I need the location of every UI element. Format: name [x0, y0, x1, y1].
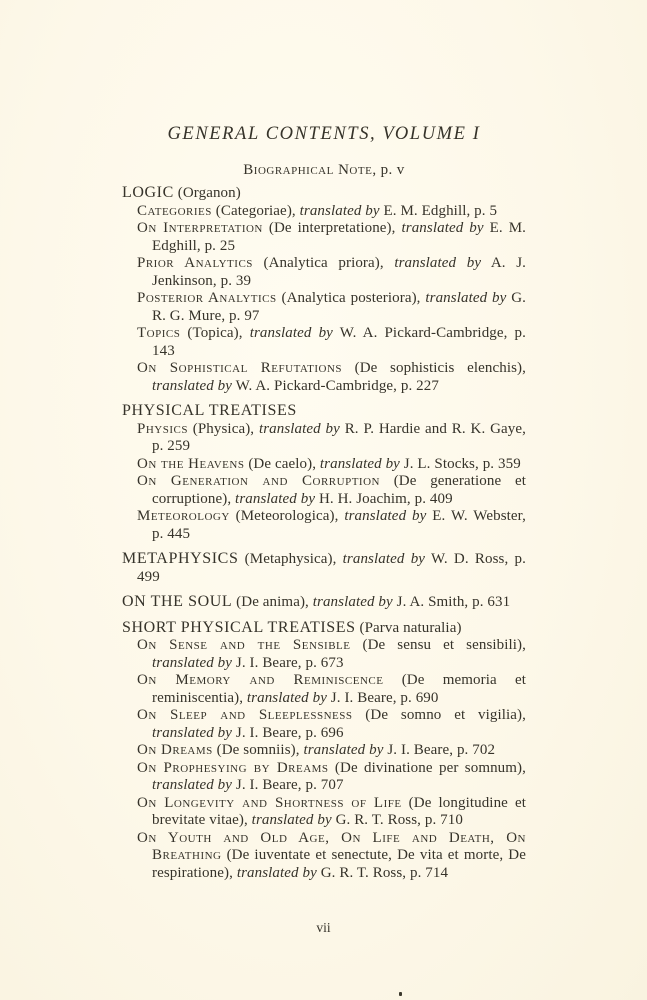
text-run: PHYSICAL TREATISES [122, 402, 297, 419]
biographical-note [122, 162, 526, 179]
text-run: E. M. Edghill, p. 25 [152, 220, 526, 254]
text-run: A. J. Jenkinson, p. 39 [152, 255, 526, 289]
text-run: translated by [152, 777, 233, 793]
toc-entry [122, 360, 526, 395]
toc-entry [122, 672, 526, 707]
text-run: Posterior Analytics [137, 290, 277, 306]
text-run: (Metaphysica), [238, 551, 343, 567]
text-run: SHORT PHYSICAL TREATISES [122, 618, 356, 636]
text-run: H. H. Joachim, p. 409 [315, 490, 453, 507]
text-run: On the Heavens [137, 455, 245, 472]
page-title: GENERAL CONTENTS, VOLUME I [167, 124, 481, 144]
toc-section [122, 550, 526, 586]
text-run: W. A. Pickard-Cambridge, p. 143 [152, 325, 527, 359]
text-run: translated by [249, 325, 333, 341]
text-run: translated by [258, 420, 340, 437]
text-run: (Analytica priora), [252, 255, 395, 271]
text-run: G. R. T. Ross, p. 710 [331, 812, 463, 828]
toc-entry [122, 508, 526, 543]
toc-entry [122, 290, 526, 325]
text-run: translated by [425, 290, 507, 306]
text-run: (De anima), [232, 594, 313, 610]
text-run: E. M. Edghill, p. 5 [379, 202, 498, 219]
text-run: translated by [236, 864, 317, 881]
text-run: On Dreams [137, 742, 213, 758]
contents-list [122, 184, 526, 882]
text-run: (De somniis), [212, 742, 304, 758]
text-run: (Organon) [173, 185, 241, 201]
text-run: J. A. Smith, p. 631 [392, 594, 511, 610]
toc-entry [122, 707, 526, 742]
text-run: LOGIC [122, 184, 174, 201]
text-run: translated by [344, 508, 427, 524]
text-run: On Sophistical Refutations [137, 360, 343, 376]
section-heading [122, 184, 526, 203]
toc-section [122, 184, 526, 395]
text-run: translated by [342, 551, 426, 567]
toc-entry [122, 795, 526, 830]
text-run: G. R. T. Ross, p. 714 [316, 864, 449, 881]
toc-entry [122, 220, 526, 255]
text-run: (De generatione et corruptione), [152, 473, 526, 507]
text-run: (Parva naturalia) [355, 619, 462, 636]
toc-section [122, 593, 526, 612]
text-run: translated by [251, 812, 332, 828]
text-run: On Youth and Old Age, On Life and Death, On Breathing [137, 829, 526, 863]
text-run: R. P. Hardie and R. K. Gaye, p. 259 [152, 420, 526, 454]
page-number: vii [316, 920, 331, 935]
toc-entry [122, 203, 526, 221]
text-run: J. L. Stocks, p. 359 [399, 455, 521, 472]
text-run: On Memory and Reminiscence [137, 672, 384, 688]
toc-entry [122, 421, 526, 456]
toc-section [122, 619, 526, 883]
text-run: J. I. Beare, p. 690 [326, 689, 439, 706]
text-run: translated by [152, 377, 233, 394]
text-run: Categories [137, 202, 212, 219]
text-run: On Interpretation [137, 220, 263, 236]
text-run: J. I. Beare, p. 673 [232, 654, 344, 671]
text-run: On Longevity and Shortness of Life [137, 794, 402, 811]
text-run: (Analytica posteriora), [276, 290, 426, 306]
text-run: On Sleep and Sleeplessness [137, 707, 353, 723]
text-run: (De somno et vigilia), [352, 707, 526, 723]
text-run: (Topica), [180, 325, 250, 341]
text-run: translated by [152, 724, 233, 741]
toc-entry [122, 760, 526, 795]
text-run: (De sophisticis elenchis), [342, 360, 526, 376]
toc-entry [122, 830, 526, 883]
toc-section [122, 402, 526, 543]
text-run: J. I. Beare, p. 702 [383, 742, 496, 758]
text-run: W. A. Pickard-Cambridge, p. 227 [232, 377, 439, 394]
text-run: translated by [319, 455, 400, 472]
section-heading [122, 402, 526, 421]
text-run: (De memoria et reminiscentia), [152, 672, 527, 706]
text-run: (Physica), [187, 420, 259, 437]
toc-entry [122, 456, 526, 474]
toc-entry [122, 637, 526, 672]
text-run: Biographical Note [243, 162, 373, 178]
text-run: (Categoriae), [211, 202, 300, 219]
text-run: (De divinatione per somnum), [328, 759, 526, 776]
toc-entry [122, 255, 526, 290]
text-run: translated by [394, 255, 482, 271]
text-run: G. R. G. Mure, p. 97 [152, 290, 527, 324]
section-heading [122, 550, 526, 586]
section-heading [122, 593, 526, 612]
scan-speck [399, 992, 402, 996]
text-run: translated by [299, 202, 380, 219]
text-run: translated by [312, 594, 393, 610]
text-run: J. I. Beare, p. 707 [232, 777, 344, 793]
text-run: (De iuventate et senectute, De vita et morte, De respiratione), [152, 847, 526, 881]
text-run: translated by [246, 689, 327, 706]
text-run: translated by [303, 742, 384, 758]
text-run: METAPHYSICS [122, 550, 239, 567]
text-run: E. W. Webster, p. 445 [152, 508, 527, 542]
text-run: W. D. Ross, p. 499 [137, 551, 527, 585]
text-run: translated by [152, 654, 233, 671]
text-run: Meteorology [137, 508, 230, 524]
text-run: On Generation and Corruption [137, 473, 380, 489]
text-run: J. I. Beare, p. 696 [232, 724, 344, 741]
text-run: (Meteorologica), [229, 508, 345, 524]
text-run: Prior Analytics [137, 255, 253, 271]
text-run: ON THE SOUL [122, 593, 233, 610]
text-run: (De interpretatione), [262, 220, 402, 236]
text-run: , p. v [372, 162, 405, 178]
text-run: Topics [137, 325, 181, 341]
text-run: translated by [235, 490, 316, 507]
text-run: translated by [401, 220, 484, 236]
toc-entry [122, 742, 526, 760]
toc-entry [122, 473, 526, 508]
text-run: (De longitudine et brevitate vitae), [152, 794, 527, 828]
text-run: Physics [137, 420, 188, 437]
section-heading [122, 619, 526, 638]
text-run: (De caelo), [244, 455, 320, 472]
text-run: (De sensu et sensibili), [350, 637, 526, 653]
text-run: On Prophesying by Dreams [137, 759, 329, 776]
toc-entry [122, 325, 526, 360]
text-run: On Sense and the Sensible [137, 637, 351, 653]
